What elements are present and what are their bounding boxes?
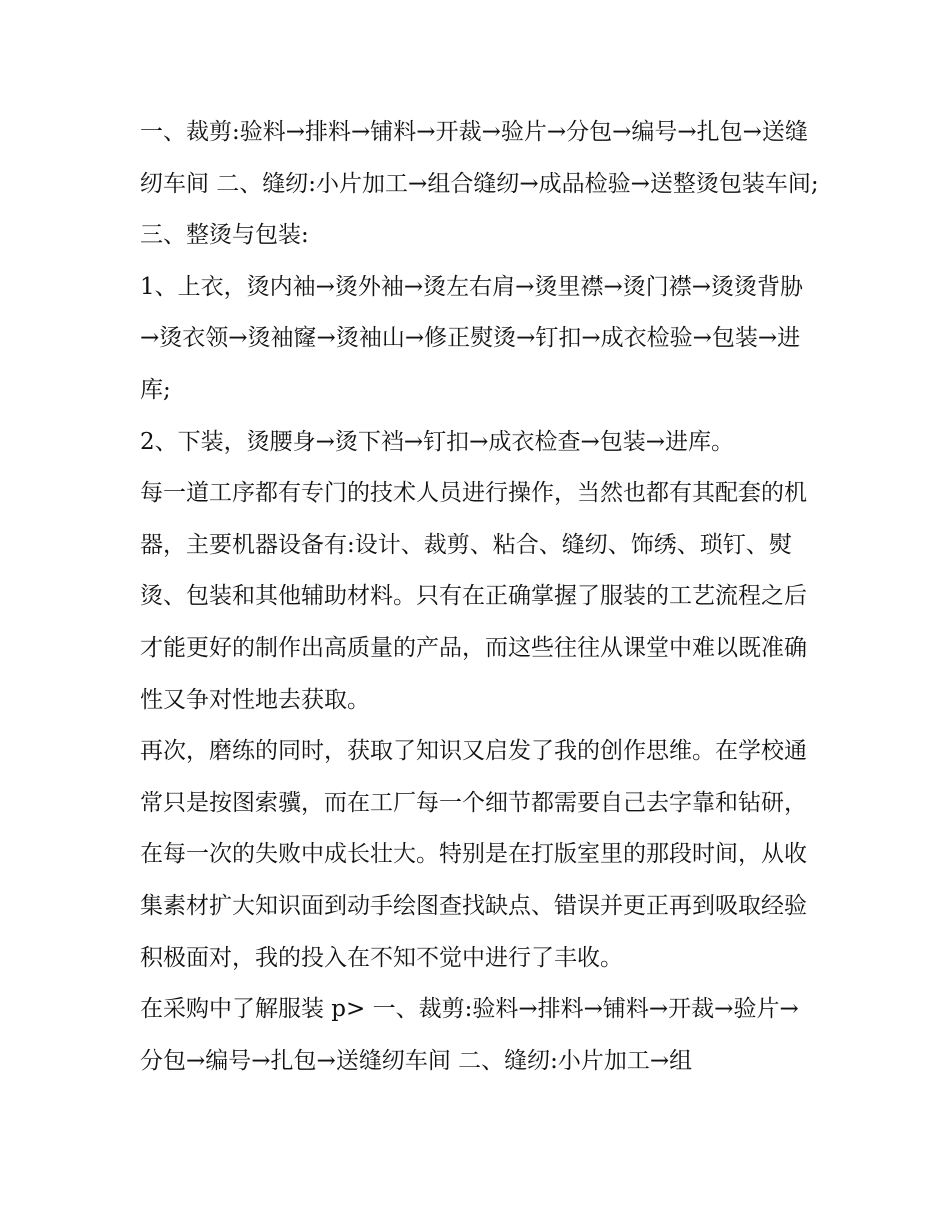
paragraph-purchasing: 在采购中了解服装 p> 一、裁剪:验料→排料→铺料→开裁→验片→分包→编号→扎包→送缝纫车间 二、缝纫:小片加工→组 <box>140 996 799 1074</box>
paragraph-bottom-garment-steps: 2、下装，烫腰身→烫下裆→钉扣→成衣检查→包装→进库。 <box>140 428 734 455</box>
document-body <box>140 107 826 1087</box>
paragraph-reflection: 再次，磨练的同时，获取了知识又启发了我的创作思维。在学校通常只是按图索骥，而在工厂每一个细节都需要自己去字靠和钻研，在每一次的失败中成长壮大。特别是在打版室里的那段时间，从收集素材扩大知识面到动手绘图查找缺点、错误并更正再到吸取经验积极面对，我的投入在不知不觉中进行了丰收。 <box>140 738 807 971</box>
paragraph-process-overview: 一、裁剪:验料→排料→铺料→开裁→验片→分包→编号→扎包→送缝纫车间 二、缝纫:小片加工→组合缝纫→成品检验→送整烫包装车间; 三、整烫与包装: <box>140 119 826 249</box>
paragraph-equipment: 每一道工序都有专门的技术人员进行操作，当然也都有其配套的机器，主要机器设备有:设计、裁剪、粘合、缝纫、饰绣、琐钉、熨烫、包装和其他辅助材料。只有在正确掌握了服装的工艺流程之后才能更好的制作出高质量的产品，而这些往往从课堂中难以既准确性又争对性地去获取。 <box>140 480 807 713</box>
paragraph-top-garment-steps: 1、上衣，烫内袖→烫外袖→烫左右肩→烫里襟→烫门襟→烫烫背胁→烫衣领→烫袖窿→烫袖山→修正熨烫→钉扣→成衣检验→包装→进库; <box>140 273 803 403</box>
